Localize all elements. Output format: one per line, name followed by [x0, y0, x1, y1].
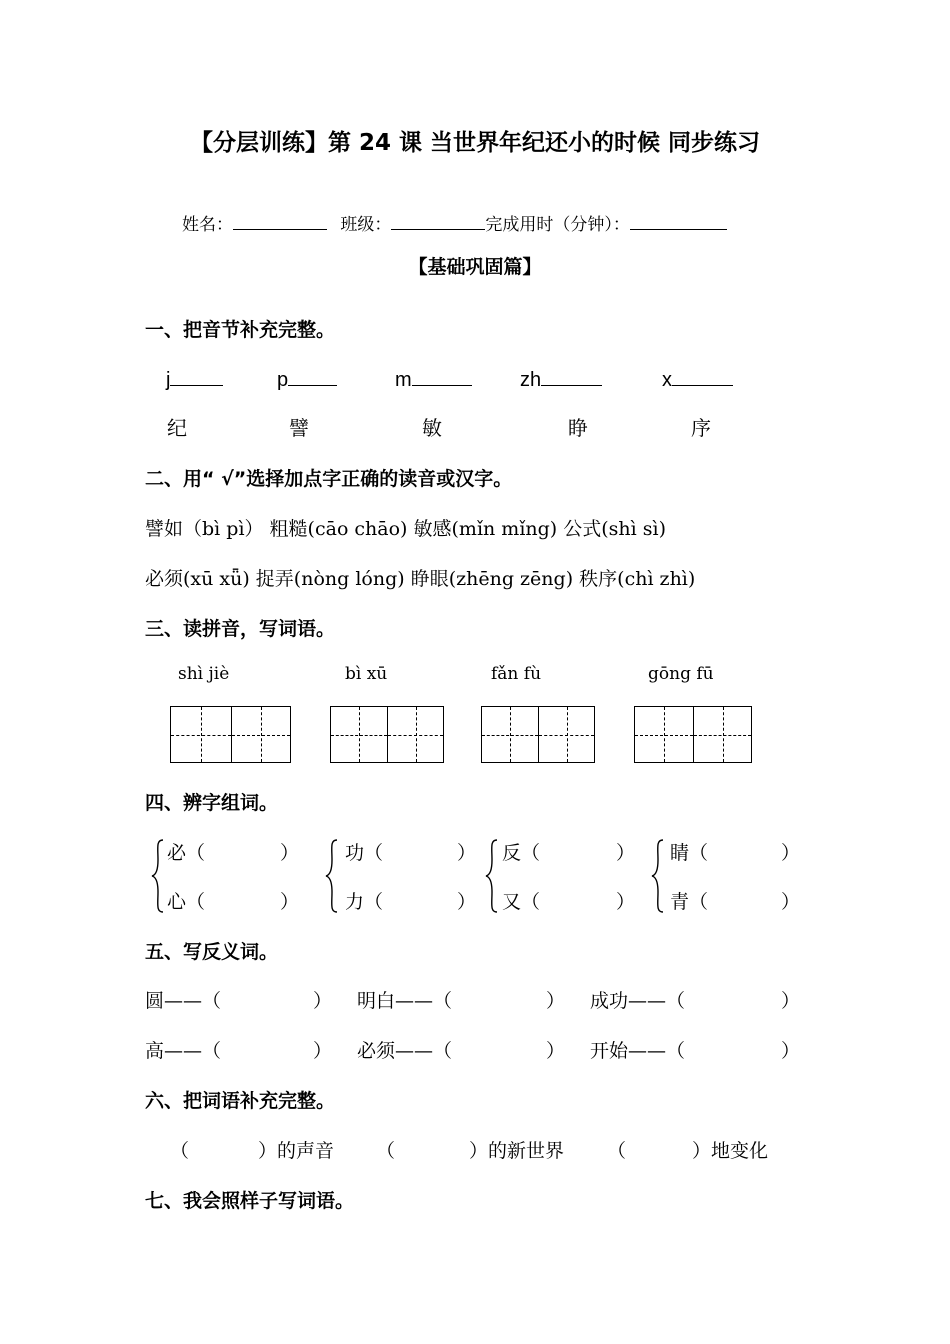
- paren-close: ）: [546, 990, 566, 1012]
- initial-j: j: [166, 365, 223, 392]
- antonym-kaishi: 开始——（: [590, 1040, 686, 1062]
- q2-title: 二、用“ √”选择加点字正确的读音或汉字。: [145, 468, 513, 490]
- q1-title: 一、把音节补充完整。: [145, 319, 336, 341]
- phrase-bianhua: ）地变化: [692, 1140, 769, 1162]
- antonym-chenggong: 成功——（: [590, 990, 686, 1012]
- antonym-yuan: 圆——（: [145, 990, 222, 1012]
- time-label: 完成用时（分钟）：: [485, 215, 630, 235]
- char-zheng: 睁: [568, 416, 588, 440]
- paren-close: ）: [781, 891, 801, 913]
- q2-line-2: 必须(xū xǖ) 捉弄(nòng lóng) 睁眼(zhēng zēng) 秩序(chì zhì): [145, 568, 696, 590]
- name-blank[interactable]: [233, 211, 327, 230]
- time-blank[interactable]: [630, 211, 727, 230]
- pinyin-2: bì xū: [345, 664, 388, 684]
- q2-line-1: 譬如（bì pì） 粗糙(cāo chāo) 敏感(mǐn mǐng) 公式(shì sì): [145, 518, 666, 540]
- paren-close: ）: [781, 842, 801, 864]
- q5-title: 五、写反义词。: [145, 941, 279, 963]
- page-title: 【分层训练】第 24 课 当世界年纪还小的时候 同步练习: [189, 130, 761, 156]
- paren-open: （: [607, 1140, 627, 1162]
- phrase-xinshijie: ）的新世界: [469, 1140, 565, 1162]
- brace-icon: [324, 838, 340, 914]
- paren-close: ）: [457, 891, 477, 913]
- brace-icon: [650, 838, 666, 914]
- pinyin-1: shì jiè: [178, 664, 230, 684]
- paren-close: ）: [313, 1040, 333, 1062]
- writing-grid-3[interactable]: [481, 706, 595, 763]
- char-ji: 纪: [167, 416, 187, 440]
- antonym-bixu: 必须——（: [357, 1040, 453, 1062]
- group-jing: 睛（: [670, 842, 709, 864]
- pinyin-4: gōng fū: [648, 664, 714, 684]
- section-title: 【基础巩固篇】: [408, 256, 542, 278]
- brace-icon: [150, 838, 166, 914]
- initial-x: x: [662, 365, 733, 392]
- paren-close: ）: [781, 1040, 801, 1062]
- char-xu: 序: [691, 416, 711, 440]
- paren-close: ）: [546, 1040, 566, 1062]
- paren-close: ）: [616, 842, 636, 864]
- paren-close: ）: [457, 842, 477, 864]
- student-info: [182, 210, 727, 235]
- class-label: 班级：: [340, 215, 392, 235]
- q7-title: 七、我会照样子写词语。: [145, 1190, 355, 1212]
- brace-icon: [484, 838, 500, 914]
- initial-m: m: [395, 365, 472, 392]
- paren-close: ）: [781, 990, 801, 1012]
- paren-close: ）: [280, 891, 300, 913]
- pinyin-3: fǎn fù: [491, 664, 542, 684]
- paren-open: （: [170, 1140, 190, 1162]
- class-blank[interactable]: [391, 211, 485, 230]
- group-xin: 心（: [167, 891, 206, 913]
- q6-title: 六、把词语补充完整。: [145, 1090, 336, 1112]
- phrase-shengyin: ）的声音: [258, 1140, 335, 1162]
- group-gong: 功（: [345, 842, 384, 864]
- paren-close: ）: [313, 990, 333, 1012]
- char-min: 敏: [422, 416, 442, 440]
- group-qing: 青（: [670, 891, 709, 913]
- antonym-gao: 高——（: [145, 1040, 222, 1062]
- paren-close: ）: [616, 891, 636, 913]
- writing-grid-1[interactable]: [170, 706, 291, 763]
- group-you: 又（: [502, 891, 541, 913]
- initial-p: p: [277, 365, 337, 392]
- paren-open: （: [376, 1140, 396, 1162]
- q4-title: 四、辨字组词。: [145, 792, 279, 814]
- char-pi: 譬: [289, 416, 309, 440]
- group-li: 力（: [345, 891, 384, 913]
- group-fan: 反（: [502, 842, 541, 864]
- paren-close: ）: [280, 842, 300, 864]
- name-label: 姓名：: [182, 215, 233, 235]
- antonym-mingbai: 明白——（: [357, 990, 453, 1012]
- initial-zh: zh: [520, 365, 602, 392]
- q3-title: 三、读拼音，写词语。: [145, 618, 336, 640]
- writing-grid-4[interactable]: [634, 706, 752, 763]
- group-bi: 必（: [167, 842, 206, 864]
- writing-grid-2[interactable]: [330, 706, 444, 763]
